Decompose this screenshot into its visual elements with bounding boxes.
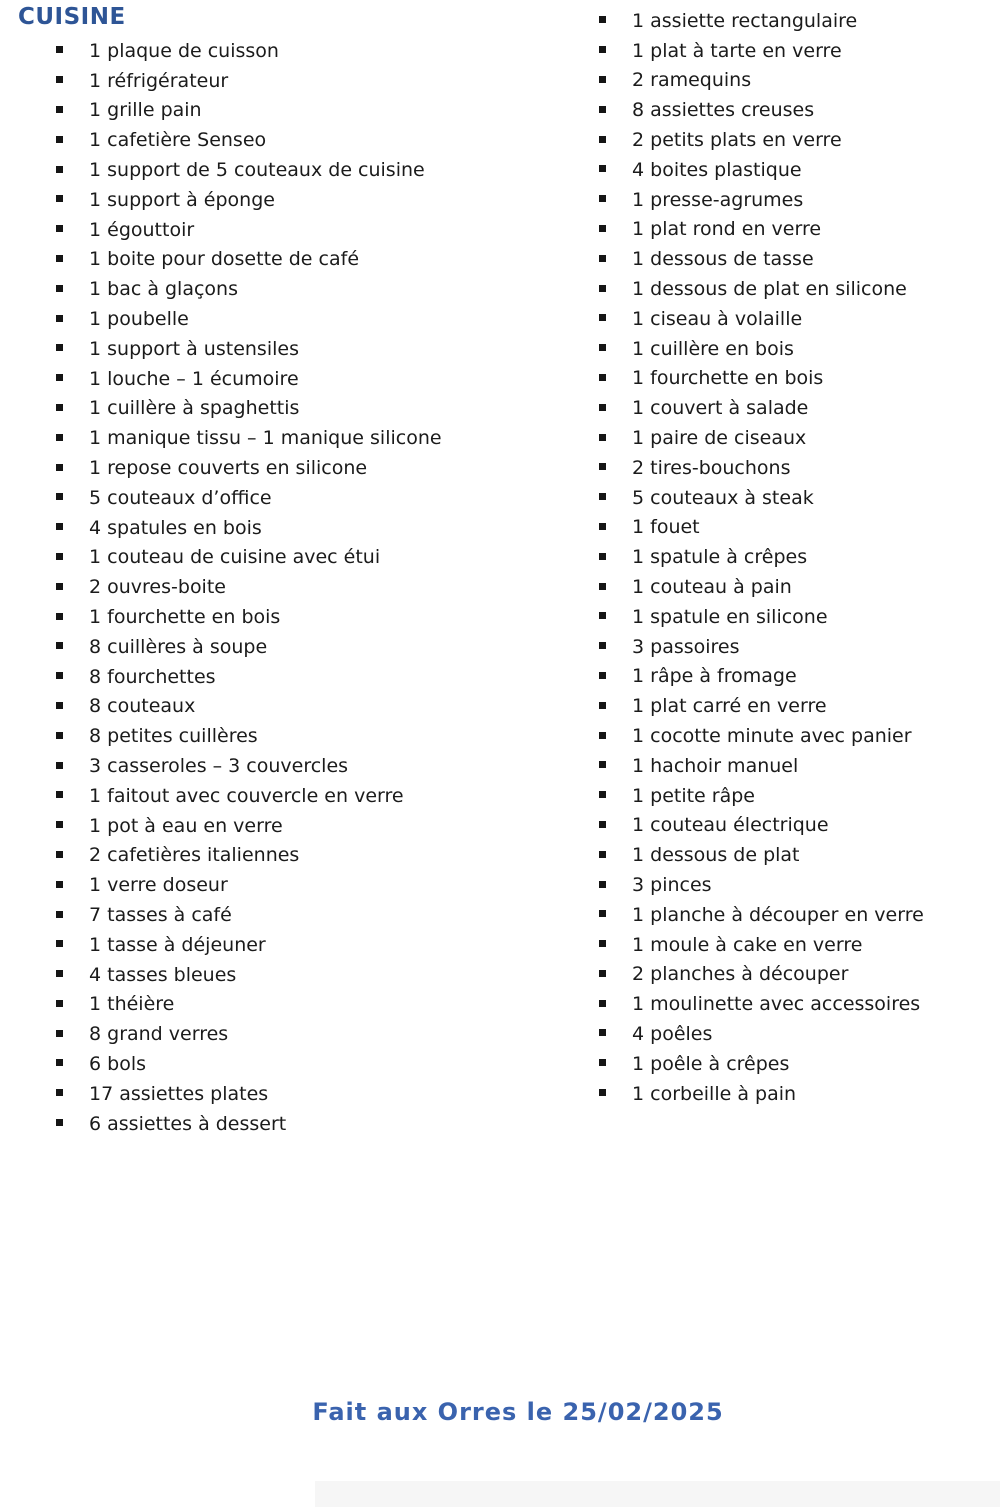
bullet-square-icon [599, 642, 606, 649]
bullet-square-icon [599, 553, 606, 560]
list-item [599, 95, 924, 125]
list-item-label: 1 réfrigérateur [89, 69, 229, 92]
list-item-label: 2 petits plats en verre [632, 129, 842, 152]
list-item [599, 155, 924, 185]
list-item [56, 1049, 442, 1079]
list-item-label: 1 fourchette en bois [89, 606, 281, 629]
bullet-square-icon [56, 702, 63, 709]
list-item [56, 96, 442, 126]
bullet-square-icon [599, 404, 606, 411]
bullet-square-icon [599, 1059, 606, 1066]
list-item-label: 2 ouvres-boite [89, 576, 226, 599]
list-item [599, 334, 924, 364]
bullet-square-icon [56, 1059, 63, 1066]
bullet-square-icon [56, 285, 63, 292]
list-item [599, 483, 924, 513]
list-item-label: 1 spatule à crêpes [632, 546, 808, 569]
list-item-label: 1 support à éponge [89, 188, 275, 211]
list-item-label: 1 couteau à pain [632, 576, 792, 599]
list-item-label: 1 spatule en silicone [632, 605, 828, 628]
list-item-label: 3 pinces [632, 874, 712, 896]
list-item-label: 1 dessous de tasse [632, 248, 814, 271]
list-item [599, 602, 924, 632]
list-item-label: 1 dessous de plat en silicone [632, 278, 907, 301]
list-item [56, 572, 442, 602]
list-item-label: 1 cafetière Senseo [89, 129, 267, 152]
bullet-square-icon [599, 523, 606, 530]
list-item [599, 1019, 924, 1049]
bullet-square-icon [599, 583, 606, 590]
list-item [56, 66, 442, 96]
list-item [599, 244, 924, 274]
bullet-square-icon [599, 672, 606, 679]
list-item [56, 423, 442, 453]
list-item [56, 900, 442, 930]
list-item-label: 2 cafetières italiennes [89, 844, 300, 867]
bullet-square-icon [599, 106, 606, 113]
list-item [599, 393, 924, 423]
list-item [599, 66, 924, 96]
list-item [56, 751, 442, 781]
page-title: CUISINE [18, 4, 126, 30]
bullet-square-icon [56, 1089, 63, 1096]
list-item [599, 960, 924, 990]
list-item-label: 3 casseroles – 3 couvercles [89, 755, 349, 778]
bullet-square-icon [56, 881, 63, 888]
list-item [56, 990, 442, 1020]
list-item [56, 781, 442, 811]
bullet-square-icon [599, 76, 606, 83]
list-item-label: 4 tasses bleues [89, 963, 237, 986]
bullet-square-icon [56, 315, 63, 322]
list-item-label: 1 corbeille à pain [632, 1082, 797, 1105]
list-item-label: 6 bols [89, 1052, 146, 1075]
list-item-label: 5 couteaux d’office [89, 486, 272, 509]
list-item-label: 1 moule à cake en verre [632, 933, 863, 956]
list-item [599, 364, 924, 394]
list-item [56, 811, 442, 841]
list-item-label: 6 assiettes à dessert [89, 1112, 287, 1135]
bullet-square-icon [56, 225, 63, 232]
list-item [56, 1079, 442, 1109]
list-item [56, 334, 442, 364]
bullet-square-icon [599, 136, 606, 143]
bullet-square-icon [599, 344, 606, 351]
bullet-square-icon [56, 46, 63, 53]
list-item [56, 274, 442, 304]
bullet-square-icon [599, 851, 606, 858]
list-item [56, 215, 442, 245]
list-item [599, 662, 924, 692]
bullet-square-icon [599, 1000, 606, 1007]
list-item [56, 841, 442, 871]
bullet-square-icon [56, 970, 63, 977]
list-item [599, 572, 924, 602]
list-item-label: 1 hachoir manuel [632, 754, 799, 777]
list-item-label: 1 plaque de cuisson [89, 39, 279, 62]
bullet-square-icon [56, 493, 63, 500]
list-item-label: 2 tires-bouchons [632, 456, 791, 479]
list-item [599, 811, 924, 841]
bullet-square-icon [599, 910, 606, 917]
list-item-label: 1 égouttoir [89, 218, 195, 241]
list-item [56, 36, 442, 66]
list-item [56, 483, 442, 513]
bullet-square-icon [56, 791, 63, 798]
bullet-square-icon [56, 940, 63, 947]
list-item [56, 721, 442, 751]
list-item [56, 125, 442, 155]
bullet-square-icon [599, 791, 606, 798]
bullet-square-icon [56, 821, 63, 828]
list-item-label: 4 poêles [632, 1022, 713, 1045]
list-item [56, 185, 442, 215]
list-item-label: 1 dessous de plat [632, 844, 800, 867]
list-item [599, 632, 924, 662]
list-item [599, 36, 924, 66]
list-item-label: 1 bac à glaçons [89, 278, 238, 301]
list-item [56, 692, 442, 722]
list-item-label: 1 louche – 1 écumoire [89, 367, 299, 390]
bullet-square-icon [599, 314, 606, 321]
list-item-label: 1 support de 5 couteaux de cuisine [89, 159, 425, 182]
list-item [599, 781, 924, 811]
list-item [599, 930, 924, 960]
list-item-label: 1 petite râpe [632, 784, 755, 807]
bullet-square-icon [599, 1029, 606, 1036]
list-item-label: 1 boite pour dosette de café [89, 248, 360, 271]
bullet-square-icon [56, 911, 63, 918]
bullet-square-icon [56, 642, 63, 649]
list-item-label: 1 poubelle [89, 308, 189, 331]
list-item [56, 870, 442, 900]
bullet-square-icon [56, 732, 63, 739]
list-item [599, 1079, 924, 1109]
bullet-square-icon [56, 553, 63, 560]
list-item-label: 1 poêle à crêpes [632, 1052, 790, 1075]
list-item-label: 8 assiettes creuses [632, 99, 815, 122]
list-item-label: 1 faitout avec couvercle en verre [89, 784, 404, 807]
list-item [56, 1019, 442, 1049]
list-item-label: 8 cuillères à soupe [89, 635, 268, 658]
list-item [599, 125, 924, 155]
list-item-label: 1 couvert à salade [632, 397, 809, 420]
list-item-label: 3 passoires [632, 635, 740, 658]
list-item-label: 4 boites plastique [632, 158, 802, 181]
bullet-square-icon [599, 732, 606, 739]
list-item [56, 662, 442, 692]
list-item [56, 513, 442, 543]
bullet-square-icon [56, 464, 63, 471]
list-item [599, 1049, 924, 1079]
list-item-label: 2 planches à découper [632, 963, 849, 986]
list-item [599, 542, 924, 572]
list-item-label: 1 cuillère en bois [632, 337, 794, 360]
bullet-square-icon [56, 106, 63, 113]
list-item [56, 632, 442, 662]
list-item-label: 1 fouet [632, 516, 700, 539]
list-item-label: 8 couteaux [89, 695, 196, 718]
bullet-square-icon [599, 255, 606, 262]
list-item-label: 2 ramequins [632, 69, 752, 92]
list-item [56, 453, 442, 483]
list-item [56, 960, 442, 990]
list-item [599, 691, 924, 721]
list-item-label: 1 planche à découper en verre [632, 903, 924, 926]
list-item [599, 185, 924, 215]
bullet-square-icon [599, 434, 606, 441]
list-item-label: 8 fourchettes [89, 665, 216, 688]
list-item [56, 364, 442, 394]
list-item-label: 1 couteau de cuisine avec étui [89, 546, 381, 569]
bullet-square-icon [599, 165, 606, 172]
bullet-square-icon [599, 970, 606, 977]
list-item-label: 1 verre doseur [89, 874, 228, 897]
list-item-label: 1 plat à tarte en verre [632, 39, 842, 62]
bullet-square-icon [56, 1030, 63, 1037]
bullet-square-icon [56, 136, 63, 143]
bullet-square-icon [599, 463, 606, 470]
bullet-square-icon [599, 46, 606, 53]
list-item-label: 1 pot à eau en verre [89, 814, 283, 837]
list-item-label: 1 moulinette avec accessoires [632, 993, 921, 1016]
bullet-square-icon [599, 821, 606, 828]
list-item-label: 1 paire de ciseaux [632, 427, 807, 450]
bullet-square-icon [56, 583, 63, 590]
list-item [56, 394, 442, 424]
list-item [599, 840, 924, 870]
page-bottom-shade [315, 1481, 1000, 1507]
list-item-label: 17 assiettes plates [89, 1082, 269, 1105]
bullet-square-icon [56, 1119, 63, 1126]
list-item-label: 1 théière [89, 993, 175, 1016]
bullet-square-icon [56, 404, 63, 411]
bullet-square-icon [599, 940, 606, 947]
bullet-square-icon [56, 344, 63, 351]
bullet-square-icon [56, 374, 63, 381]
list-item [599, 274, 924, 304]
list-item [599, 6, 924, 36]
list-item [56, 304, 442, 334]
list-item [599, 751, 924, 781]
bullet-square-icon [56, 762, 63, 769]
bullet-square-icon [599, 225, 606, 232]
list-item-label: 5 couteaux à steak [632, 486, 814, 509]
list-item [56, 930, 442, 960]
list-item-label: 8 grand verres [89, 1023, 229, 1046]
list-item [599, 513, 924, 543]
bullet-square-icon [56, 434, 63, 441]
list-item [56, 155, 442, 185]
bullet-square-icon [599, 493, 606, 500]
inventory-column-left [56, 36, 442, 1138]
list-item [599, 215, 924, 245]
list-item-label: 1 plat rond en verre [632, 218, 822, 241]
list-item [599, 453, 924, 483]
list-item-label: 4 spatules en bois [89, 516, 262, 539]
list-item-label: 1 tasse à déjeuner [89, 933, 266, 956]
list-item-label: 1 repose couverts en silicone [89, 457, 368, 480]
list-item [56, 1109, 442, 1139]
list-item-label: 1 cocotte minute avec panier [632, 725, 912, 748]
list-item-label: 1 grille pain [89, 99, 202, 122]
footer-date: Fait aux Orres le 25/02/2025 [312, 1398, 724, 1426]
bullet-square-icon [599, 702, 606, 709]
list-item [599, 304, 924, 334]
bullet-square-icon [56, 523, 63, 530]
bullet-square-icon [599, 374, 606, 381]
bullet-square-icon [56, 76, 63, 83]
list-item-label: 1 cuillère à spaghettis [89, 397, 300, 420]
list-item-label: 8 petites cuillères [89, 725, 258, 748]
bullet-square-icon [599, 761, 606, 768]
bullet-square-icon [599, 285, 606, 292]
bullet-square-icon [599, 16, 606, 23]
list-item-label: 1 assiette rectangulaire [632, 9, 858, 32]
list-item [599, 721, 924, 751]
list-item-label: 1 plat carré en verre [632, 695, 827, 718]
list-item-label: 1 couteau électrique [632, 814, 829, 837]
bullet-square-icon [599, 881, 606, 888]
list-item [56, 245, 442, 275]
bullet-square-icon [599, 1089, 606, 1096]
bullet-square-icon [56, 195, 63, 202]
bullet-square-icon [56, 672, 63, 679]
list-item-label: 1 ciseau à volaille [632, 307, 803, 330]
list-item [599, 870, 924, 900]
bullet-square-icon [599, 195, 606, 202]
bullet-square-icon [56, 613, 63, 620]
bullet-square-icon [56, 255, 63, 262]
list-item-label: 1 manique tissu – 1 manique silicone [89, 427, 442, 450]
list-item [599, 900, 924, 930]
list-item [56, 602, 442, 632]
list-item [599, 423, 924, 453]
list-item [599, 989, 924, 1019]
inventory-column-right [599, 6, 924, 1108]
list-item-label: 1 presse-agrumes [632, 188, 804, 211]
bullet-square-icon [599, 612, 606, 619]
bullet-square-icon [56, 851, 63, 858]
bullet-square-icon [56, 166, 63, 173]
list-item-label: 7 tasses à café [89, 904, 232, 926]
list-item-label: 1 fourchette en bois [632, 367, 824, 390]
list-item [56, 543, 442, 573]
list-item-label: 1 râpe à fromage [632, 665, 797, 688]
bullet-square-icon [56, 1000, 63, 1007]
list-item-label: 1 support à ustensiles [89, 337, 299, 360]
